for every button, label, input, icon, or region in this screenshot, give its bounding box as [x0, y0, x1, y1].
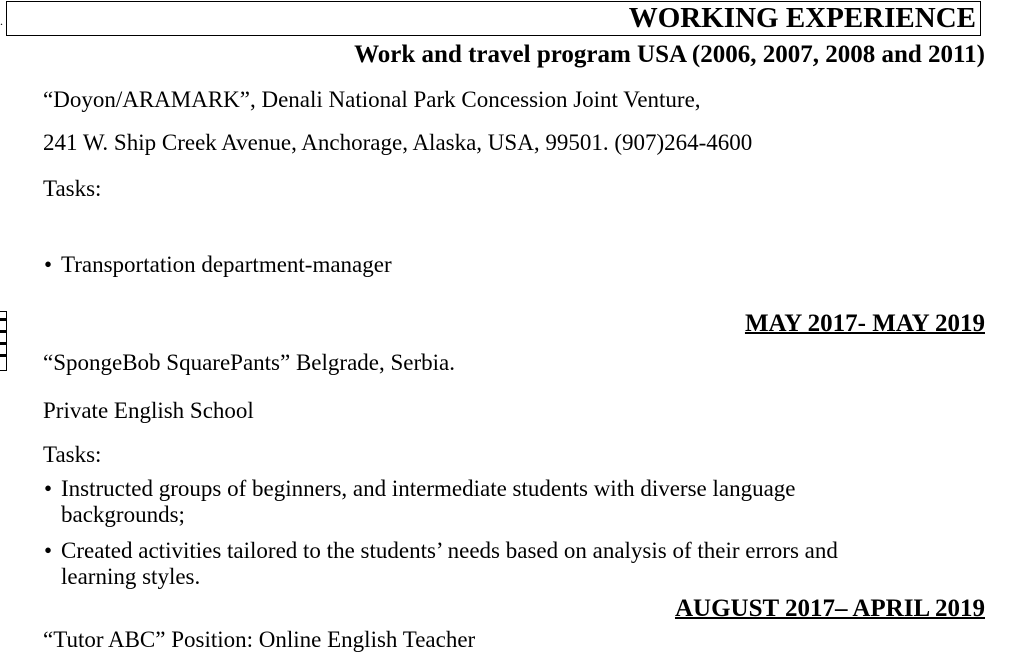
program-title: Work and travel program USA (2006, 2007, 2008 and 2011)	[354, 41, 985, 68]
bullet-icon: •	[44, 252, 53, 277]
job1-task-item	[44, 252, 901, 278]
page-edge-mark	[0, 311, 7, 371]
margin-mark: .	[0, 14, 3, 28]
section-heading: WORKING EXPERIENCE	[628, 2, 976, 34]
job2-employer: “SpongeBob SquarePants” Belgrade, Serbia.	[43, 350, 455, 375]
job2-school-type: Private English School	[43, 398, 254, 423]
job2-tasks-label: Tasks:	[43, 442, 102, 467]
job1-task-text: Transportation department-manager	[61, 252, 392, 277]
job2-task-item	[44, 476, 901, 528]
job1-employer: “Doyon/ARAMARK”, Denali National Park Concession Joint Venture,	[43, 87, 701, 112]
job3-date: AUGUST 2017– APRIL 2019	[674, 595, 985, 622]
job2-task-text-1: Instructed groups of beginners, and intermediate students with diverse language backgrounds;	[61, 476, 796, 527]
bullet-icon: •	[44, 538, 53, 563]
job2-date: MAY 2017- MAY 2019	[744, 310, 985, 337]
job2-task-text-2: Created activities tailored to the students’ needs based on analysis of their errors and learning styles.	[61, 538, 838, 589]
section-heading-box	[6, 1, 981, 36]
job3-employer: “Tutor ABC” Position: Online English Teacher	[43, 627, 476, 652]
bullet-icon: •	[44, 476, 53, 501]
job2-task-item	[44, 538, 901, 590]
job1-tasks-label: Tasks:	[43, 176, 102, 201]
job1-address: 241 W. Ship Creek Avenue, Anchorage, Alaska, USA, 99501. (907)264-4600	[43, 130, 753, 155]
